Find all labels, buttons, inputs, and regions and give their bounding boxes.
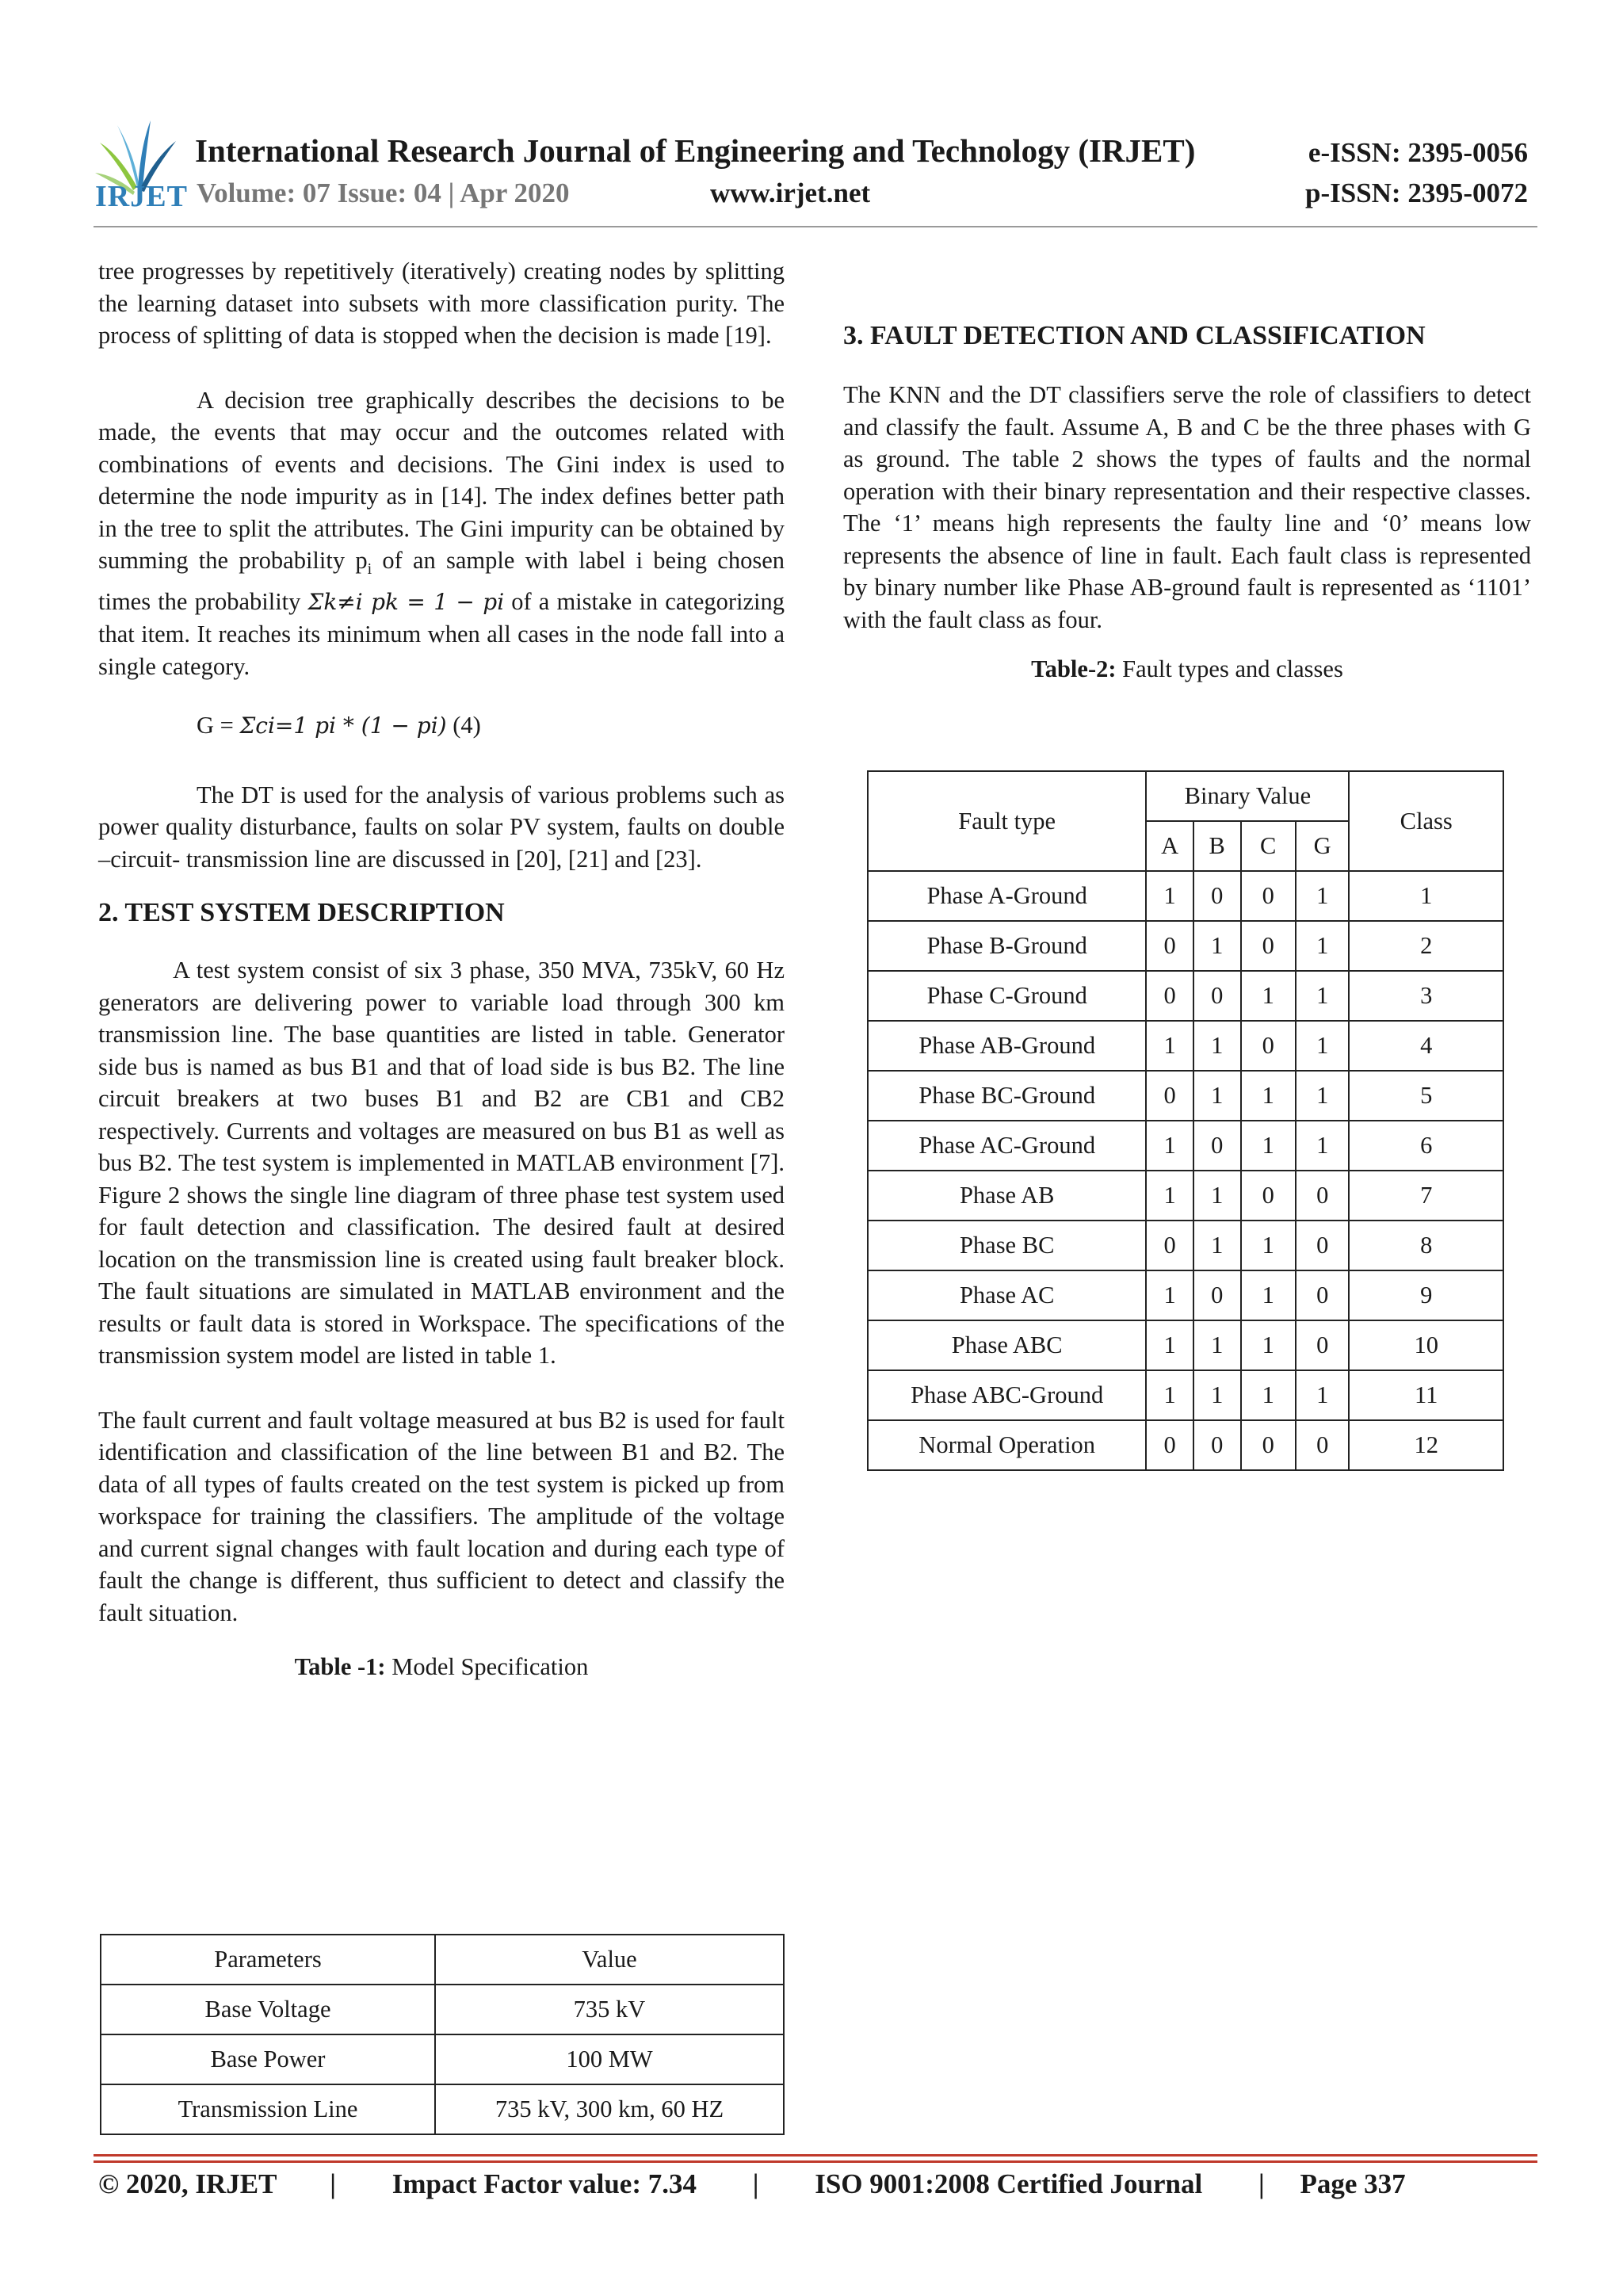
table-cell: 0 [1193,971,1241,1021]
table-cell: 1 [1296,971,1349,1021]
table-cell: 0 [1146,1221,1193,1270]
table-cell: Transmission Line [101,2084,435,2134]
table-cell: 10 [1349,1320,1503,1370]
table2-caption-text: Fault types and classes [1116,655,1343,682]
subheader-a: A [1146,821,1193,871]
table-row [868,1071,1503,1121]
footer-rule [94,2154,1537,2157]
paragraph-tree-progress: tree progresses by repetitively (iteratively) creating nodes by splitting the learning dataset into subsets with more classification purity. The process of splitting of data is stopped when the decision is made [19]. [98,258,785,349]
journal-website-link[interactable]: www.irjet.net [710,178,871,208]
table2-caption [843,653,1531,686]
table-row [101,2034,784,2084]
table-cell: 1 [1193,1370,1241,1420]
volume-issue: Volume: 07 Issue: 04 | Apr 2020 [197,178,570,208]
table-cell: 1 [1146,1021,1193,1071]
table-cell: 1 [1193,1021,1241,1071]
table-row [868,1221,1503,1270]
table-cell: 1 [1193,1320,1241,1370]
paragraph-test-system: A test system consist of six 3 phase, 350 MVA, 735kV, 60 Hz generators are delivering power to variable load through 300 km transmission line. The base quantities are listed in table. Generator side bus is named as bus B1 and that of load side is bus B2. The line circuit breakers at two buses B1 and B2 are CB1 and CB2 respectively. Currents and voltages are measured on bus B1 as well as bus B2. The test system is implemented in MATLAB environment [7]. Figure 2 shows the single line diagram of three phase test system used for fault detection and classification. The desired fault at desired location on the transmission line is created using fault breaker block. The fault situations are simulated in MATLAB environment and the results or fault data is stored in Workspace. The specifications of the transmission system model are listed in table 1. [98,957,785,1370]
table-cell: 1 [1241,1320,1296,1370]
table-cell: 11 [1349,1370,1503,1420]
subheader-b: B [1193,821,1241,871]
table-cell: Phase C-Ground [868,971,1146,1021]
table-cell: 1 [1146,1320,1193,1370]
table-cell: 0 [1241,871,1296,921]
table-cell: Phase AC-Ground [868,1121,1146,1171]
table-cell: 0 [1146,971,1193,1021]
equation-number: (4) [446,712,481,739]
right-column [843,255,1531,686]
section-heading-fault-detection: 3. FAULT DETECTION AND CLASSIFICATION [843,321,1426,350]
table-cell: 0 [1296,1221,1349,1270]
fault-table-body [868,871,1503,1470]
table2-caption-label: Table-2: [1031,655,1117,682]
table-cell: 1 [1241,971,1296,1021]
left-column [98,255,785,1683]
table-cell: Phase BC-Ground [868,1071,1146,1121]
table-cell: 1 [1193,921,1241,971]
table-row [101,2084,784,2134]
subscript-i: i [367,560,372,579]
footer-separator: | [1258,2168,1265,2199]
logo-text: IRJET [95,180,188,213]
table-cell: 12 [1349,1420,1503,1470]
table-cell: 1 [1146,871,1193,921]
table-cell: 1 [1296,921,1349,971]
table-cell: 0 [1193,1121,1241,1171]
table-cell: 0 [1241,1171,1296,1221]
page-header [0,0,1623,238]
header-fault-type: Fault type [868,771,1146,871]
table-cell: Base Voltage [101,1985,435,2034]
page-footer [98,2168,1541,2200]
table-row [868,1121,1503,1171]
table-cell: 1 [1241,1221,1296,1270]
journal-title: International Research Journal of Engineering and Technology (IRJET) [195,132,1196,169]
equation-formula: Σci=1 pi * (1 − pi) [239,712,447,739]
paragraph-fault-current: The fault current and fault voltage measured at bus B2 is used for fault identification and classification of the line between B1 and B2. The data of all types of faults created on the test system is picked up from workspace for training the classifiers. The amplitude of the voltage and current signal changes with fault location and during each type of fault the change is different, thus sufficient to detect and classify the fault situation. [98,1406,785,1626]
decision-tree-text-c: of a mistake in categorizing that item. It reaches its minimum when all cases in the node fall into a single category. [98,587,785,680]
table-cell: 3 [1349,971,1503,1021]
table-cell: Base Power [101,2034,435,2084]
table-row [868,971,1503,1021]
equation-lhs: G = [197,712,240,739]
table-cell: 0 [1193,871,1241,921]
table-cell: 1 [1296,871,1349,921]
table-cell: 0 [1241,1420,1296,1470]
subheader-g: G [1296,821,1349,871]
table-cell: 1 [1296,1071,1349,1121]
table-cell: 8 [1349,1221,1503,1270]
table-cell: 1 [1296,1370,1349,1420]
table-cell: 7 [1349,1171,1503,1221]
table-cell: 1 [1241,1071,1296,1121]
table-row [868,1171,1503,1221]
table-cell: 0 [1193,1270,1241,1320]
fault-types-table [867,770,1504,1471]
paragraph-dt-analysis: The DT is used for the analysis of various problems such as power quality disturbance, faults on solar PV system, faults on double –circuit- transmission line are discussed in [20], [21] and [23]. [98,781,785,873]
table-cell: 6 [1349,1121,1503,1171]
footer-separator: | [752,2168,759,2199]
table-cell: 1 [1241,1270,1296,1320]
footer-copyright: © 2020, IRJET [98,2168,277,2199]
table-cell: Normal Operation [868,1420,1146,1470]
footer-iso: ISO 9001:2008 Certified Journal [815,2168,1203,2199]
decision-tree-text-b: of an sample with label i being chosen times the probability [98,547,785,615]
section-heading-test-system: 2. TEST SYSTEM DESCRIPTION [98,898,505,928]
table-cell: 1 [1146,1121,1193,1171]
header-class: Class [1349,771,1503,871]
model-specification-table [100,1934,785,2135]
table-header-cell: Parameters [101,1935,435,1985]
table-cell: 0 [1296,1270,1349,1320]
table-cell: Phase AB-Ground [868,1021,1146,1071]
table-cell: Phase AB [868,1171,1146,1221]
table-row [868,1270,1503,1320]
footer-page-number: Page 337 [1300,2168,1406,2199]
footer-rule [94,2160,1537,2163]
paragraph-classifiers: The KNN and the DT classifiers serve the role of classifiers to detect and classify the fault. Assume A, B and C be the three phases with G as ground. The table 2 shows the types of faults and the normal operation with their binary representation and their respective classes. The ‘1’ means high represents the faulty line and ‘0’ means low represents the absence of line in fault. Each fault class is represented by binary number like Phase AB-ground fault is represented as ‘1101’ with the fault class as four. [843,381,1531,633]
table-cell: Phase AC [868,1270,1146,1320]
table-cell: 0 [1193,1420,1241,1470]
table-cell: 4 [1349,1021,1503,1071]
table-cell: 0 [1146,921,1193,971]
table-header-cell: Value [435,1935,784,1985]
table-row [868,921,1503,971]
table-cell: 0 [1296,1171,1349,1221]
table-row [868,871,1503,921]
table1-caption-label: Table -1: [294,1653,386,1681]
table-cell: Phase B-Ground [868,921,1146,971]
table-cell: 0 [1241,921,1296,971]
table-cell: Phase ABC-Ground [868,1370,1146,1420]
table-row [868,1370,1503,1420]
table-cell: 100 MW [435,2034,784,2084]
table-cell: 9 [1349,1270,1503,1320]
table-cell: 0 [1146,1420,1193,1470]
table-cell: 0 [1296,1320,1349,1370]
table-cell: 1 [1193,1171,1241,1221]
footer-separator: | [330,2168,336,2199]
footer-impact-factor: Impact Factor value: 7.34 [391,2168,697,2199]
table-cell: 735 kV, 300 km, 60 HZ [435,2084,784,2134]
header-divider [94,226,1537,227]
table-cell: 1 [1296,1021,1349,1071]
paragraph-decision-tree [98,384,785,683]
table-cell: 1 [1193,1221,1241,1270]
table-cell: Phase ABC [868,1320,1146,1370]
gini-equation [98,709,785,743]
table-cell: 1 [1193,1071,1241,1121]
table-cell: 1 [1146,1270,1193,1320]
header-binary-value: Binary Value [1146,771,1349,821]
table-cell: 1 [1241,1121,1296,1171]
table1-caption [98,1651,785,1683]
table-cell: 0 [1146,1071,1193,1121]
table-row [868,1021,1503,1071]
table-row [868,1320,1503,1370]
table-cell: 735 kV [435,1985,784,2034]
table-header-row [101,1935,784,1985]
table-cell: 0 [1241,1021,1296,1071]
table-header-row [868,771,1503,821]
decision-tree-text-a: A decision tree graphically describes the decisions to be made, the events that may occur and the outcomes related with combinations of events and decisions. The Gini index is used to determine the node impurity as in [14]. The index defines better path in the tree to split the attributes. The Gini impurity can be obtained by summing the probability p [98,386,785,574]
table1-caption-text: Model Specification [385,1653,589,1681]
table-cell: 1 [1241,1370,1296,1420]
table-cell: 1 [1296,1121,1349,1171]
table-cell: 1 [1349,871,1503,921]
p-issn: p-ISSN: 2395-0072 [1304,178,1528,208]
table-cell: 0 [1296,1420,1349,1470]
table-cell: 2 [1349,921,1503,971]
e-issn: e-ISSN: 2395-0056 [1308,137,1528,168]
table-cell: 1 [1146,1370,1193,1420]
table-cell: 5 [1349,1071,1503,1121]
table-row [101,1985,784,2034]
table-row [868,1420,1503,1470]
table-cell: Phase BC [868,1221,1146,1270]
probability-formula: Σk≠i pk = 1 − pi [307,588,505,615]
table-cell: Phase A-Ground [868,871,1146,921]
subheader-c: C [1241,821,1296,871]
table-cell: 1 [1146,1171,1193,1221]
